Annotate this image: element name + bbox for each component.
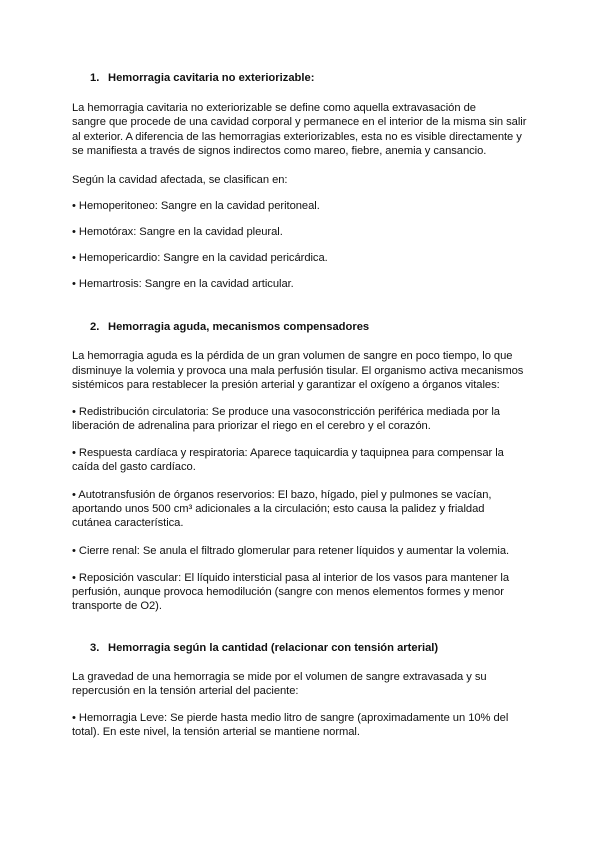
section-2-heading bbox=[90, 320, 369, 334]
section-1-list-item: • Hemoperitoneo: Sangre en la cavidad peritoneal. bbox=[72, 200, 320, 212]
section-2-list-item-line: • Autotransfusión de órganos reservorios: El bazo, hígado, piel y pulmones se vacían, bbox=[72, 489, 492, 501]
section-2-intro-line: sistémicos para restablecer la presión arterial y garantizar el oxígeno a órganos vitales: bbox=[72, 379, 500, 391]
section-1-classify-line: Según la cavidad afectada, se clasifican en: bbox=[72, 174, 288, 186]
section-1-number: 1. bbox=[90, 72, 100, 84]
section-2-list-item-line: caída del gasto cardíaco. bbox=[72, 461, 196, 473]
section-3-number: 3. bbox=[90, 642, 100, 654]
section-1-list-item: • Hemotórax: Sangre en la cavidad pleural. bbox=[72, 226, 283, 238]
section-2-intro-line: disminuye la volemia y provoca una mala perfusión tisular. El organismo activa mecanismos bbox=[72, 365, 524, 377]
section-2-list-item-line: • Reposición vascular: El líquido intersticial pasa al interior de los vasos para mantener la bbox=[72, 572, 510, 584]
section-1-intro-line: al exterior. A diferencia de las hemorragias exteriorizables, esta no es visible directamente y bbox=[72, 131, 522, 143]
section-1-intro-line: sangre que procede de una cavidad corporal y permanece en el interior de la misma sin salir bbox=[72, 116, 527, 128]
section-3-intro-line: repercusión en la tensión arterial del paciente: bbox=[72, 685, 299, 697]
section-1-list-item: • Hemopericardio: Sangre en la cavidad pericárdica. bbox=[72, 252, 328, 264]
section-3-title: Hemorragia según la cantidad (relacionar con tensión arterial) bbox=[108, 642, 439, 654]
section-2-number: 2. bbox=[90, 321, 100, 333]
section-1-title: Hemorragia cavitaria no exteriorizable: bbox=[108, 72, 315, 84]
section-2-list-item-line: liberación de adrenalina para priorizar el riego en el cerebro y el corazón. bbox=[72, 420, 431, 432]
section-3-list-item-line: total). En este nivel, la tensión arterial se mantiene normal. bbox=[72, 726, 360, 738]
section-2-title: Hemorragia aguda, mecanismos compensadores bbox=[108, 321, 370, 333]
section-2-intro-line: La hemorragia aguda es la pérdida de un gran volumen de sangre en poco tiempo, lo que bbox=[72, 350, 513, 362]
section-2-list-item-line: • Redistribución circulatoria: Se produce una vasoconstricción periférica mediada por la bbox=[72, 406, 500, 418]
section-2-list-item-line: cutánea característica. bbox=[72, 517, 184, 529]
section-3-list-item-line: • Hemorragia Leve: Se pierde hasta medio litro de sangre (aproximadamente un 10% del bbox=[72, 712, 509, 724]
section-2-list-item-line: • Cierre renal: Se anula el filtrado glomerular para retener líquidos y aumentar la volemia. bbox=[72, 545, 510, 557]
section-1-intro-line: La hemorragia cavitaria no exteriorizable se define como aquella extravasación de bbox=[72, 102, 476, 114]
section-1-heading bbox=[90, 71, 314, 85]
section-2-list-item-line: transporte de O2). bbox=[72, 600, 162, 612]
section-2-list-item-line: perfusión, aunque provoca hemodilución (sangre con menos elementos formes y menor bbox=[72, 586, 504, 598]
section-1-intro-line: se manifiesta a través de signos indirectos como mareo, fiebre, anemia y cansancio. bbox=[72, 145, 487, 157]
section-3-heading bbox=[90, 641, 438, 655]
section-2-list-item-line: aportando unos 500 cm³ adicionales a la circulación; esto causa la palidez y frialdad bbox=[72, 503, 485, 515]
section-2-list-item-line: • Respuesta cardíaca y respiratoria: Aparece taquicardia y taquipnea para compensar la bbox=[72, 447, 504, 459]
section-3-intro-line: La gravedad de una hemorragia se mide por el volumen de sangre extravasada y su bbox=[72, 671, 487, 683]
section-1-list-item: • Hemartrosis: Sangre en la cavidad articular. bbox=[72, 278, 294, 290]
